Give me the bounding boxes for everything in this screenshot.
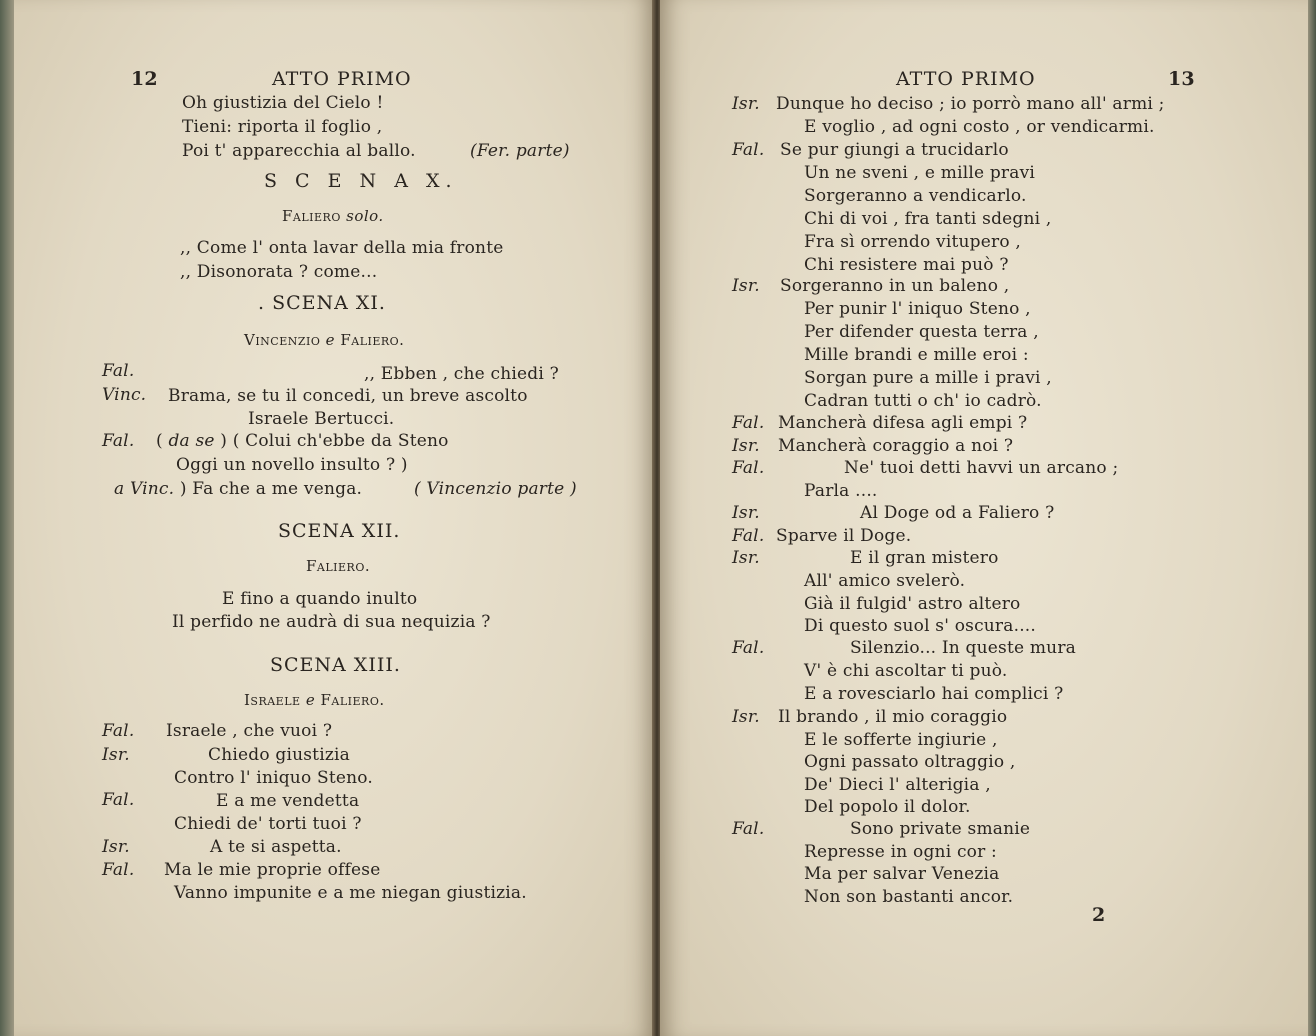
verse-line: E a rovesciarlo hai complici ? xyxy=(804,684,1064,704)
conjunction: e xyxy=(325,331,336,349)
scene-characters xyxy=(244,330,404,350)
speaker-label: Fal. xyxy=(102,431,135,451)
verse-line: Sorgan pure a mille i pravi , xyxy=(804,368,1052,388)
verse-line: ,, Ebben , che chiedi ? xyxy=(364,364,559,384)
left-page xyxy=(14,0,654,1036)
verse-line: Al Doge od a Faliero ? xyxy=(860,503,1055,523)
character-name: Israele xyxy=(244,691,301,709)
verse-line: ,, Come l' onta lavar della mia fronte xyxy=(180,238,504,258)
verse-line xyxy=(156,431,449,451)
stage-direction: (Fer. parte) xyxy=(470,141,570,161)
stage-direction: a Vinc. xyxy=(114,479,175,499)
speaker-label: Fal. xyxy=(732,413,765,433)
verse-line: Parla .... xyxy=(804,481,878,501)
speaker-label: Fal. xyxy=(102,361,135,381)
verse-line: Fra sì orrendo vitupero , xyxy=(804,232,1021,252)
character-note: solo. xyxy=(346,207,384,225)
verse-line: Poi t' apparecchia al ballo. xyxy=(182,141,416,161)
signature-mark: 2 xyxy=(1092,904,1106,926)
verse-line: Contro l' iniquo Steno. xyxy=(174,768,374,788)
speaker-label: Fal. xyxy=(102,790,135,810)
speaker-label: Vinc. xyxy=(102,385,147,405)
scene-heading: . SCENA XI. xyxy=(258,292,386,314)
verse-line: Un ne sveni , e mille pravi xyxy=(804,163,1036,183)
verse-line: Sparve il Doge. xyxy=(776,526,912,546)
verse-line: Brama, se tu il concedi, un breve ascolto xyxy=(168,386,528,406)
character-name: Faliero xyxy=(282,207,341,225)
verse-line: Il perfido ne audrà di sua nequizia ? xyxy=(172,612,491,632)
scene-characters xyxy=(282,206,384,226)
verse-line: E voglio , ad ogni costo , or vendicarmi. xyxy=(804,117,1155,137)
verse-line: Chiedo giustizia xyxy=(208,745,350,765)
verse-line: E a me vendetta xyxy=(216,791,360,811)
speaker-label: Fal. xyxy=(102,721,135,741)
verse-line: Dunque ho deciso ; io porrò mano all' armi ; xyxy=(776,94,1165,114)
running-header: ATTO PRIMO xyxy=(272,68,412,90)
speaker-label: Fal. xyxy=(732,526,765,546)
verse-line: Se pur giungi a trucidarlo xyxy=(780,140,1009,160)
verse-line: Per difender questa terra , xyxy=(804,322,1039,342)
verse-line: Sono private smanie xyxy=(850,819,1031,839)
paren: ( xyxy=(156,431,163,451)
verse-line: Chi resistere mai può ? xyxy=(804,255,1009,275)
verse-line: Oh giustizia del Cielo ! xyxy=(182,93,384,113)
scene-characters xyxy=(244,690,385,710)
verse-line: Vanno impunite e a me niegan giustizia. xyxy=(174,883,527,903)
running-header: ATTO PRIMO xyxy=(896,68,1036,90)
speaker-label: Isr. xyxy=(102,745,130,765)
verse-line: Mancherà difesa agli empi ? xyxy=(778,413,1028,433)
verse-line: Ma le mie proprie offese xyxy=(164,860,381,880)
verse-line: Cadran tutti o ch' io cadrò. xyxy=(804,391,1042,411)
conjunction: e xyxy=(305,691,316,709)
verse-line: E il gran mistero xyxy=(850,548,999,568)
scene-heading: S C E N A X. xyxy=(264,170,458,192)
page-number: 13 xyxy=(1168,68,1195,90)
verse-line: Ogni passato oltraggio , xyxy=(804,752,1016,772)
verse-line: Già il fulgid' astro altero xyxy=(804,594,1021,614)
verse-line: Chiedi de' torti tuoi ? xyxy=(174,814,362,834)
verse-line: Israele Bertucci. xyxy=(248,409,395,429)
verse-line: A te si aspetta. xyxy=(210,837,342,857)
speaker-label: Isr. xyxy=(732,707,760,727)
verse-line: All' amico svelerò. xyxy=(804,571,966,591)
speaker-label: Isr. xyxy=(732,436,760,456)
speaker-label: Isr. xyxy=(732,503,760,523)
right-page xyxy=(660,0,1308,1036)
verse-line: E fino a quando inulto xyxy=(222,589,418,609)
verse-line: Di questo suol s' oscura.... xyxy=(804,616,1037,636)
speaker-label: Fal. xyxy=(732,819,765,839)
character-name: Faliero. xyxy=(320,691,385,709)
verse-line xyxy=(114,479,362,499)
speaker-label: Isr. xyxy=(732,94,760,114)
verse-text: ) ( Colui ch'ebbe da Steno xyxy=(220,431,449,451)
verse-line: Mancherà coraggio a noi ? xyxy=(778,436,1014,456)
verse-line: Oggi un novello insulto ? ) xyxy=(176,455,408,475)
verse-line: Del popolo il dolor. xyxy=(804,797,971,817)
verse-line: E le sofferte ingiurie , xyxy=(804,730,998,750)
character-name: Faliero. xyxy=(340,331,405,349)
verse-line: Il brando , il mio coraggio xyxy=(778,707,1008,727)
verse-line: Non son bastanti ancor. xyxy=(804,887,1014,907)
verse-line: De' Dieci l' alterigia , xyxy=(804,775,991,795)
verse-line: Ma per salvar Venezia xyxy=(804,864,1000,884)
verse-line: Tieni: riporta il foglio , xyxy=(182,117,383,137)
verse-line: Silenzio... In queste mura xyxy=(850,638,1076,658)
speaker-label: Fal. xyxy=(732,140,765,160)
verse-line: Ne' tuoi detti havvi un arcano ; xyxy=(844,458,1119,478)
verse-line: Chi di voi , fra tanti sdegni , xyxy=(804,209,1052,229)
verse-line: V' è chi ascoltar ti può. xyxy=(804,661,1008,681)
verse-line: Represse in ogni cor : xyxy=(804,842,997,862)
speaker-label: Fal. xyxy=(732,638,765,658)
verse-line: ,, Disonorata ? come... xyxy=(180,262,378,282)
stage-direction: da se xyxy=(168,431,215,451)
stage-direction: ( Vincenzio parte ) xyxy=(414,479,577,499)
verse-line: Sorgeranno in un baleno , xyxy=(780,276,1010,296)
speaker-label: Fal. xyxy=(102,860,135,880)
verse-line: Per punir l' iniquo Steno , xyxy=(804,299,1031,319)
speaker-label: Isr. xyxy=(732,276,760,296)
verse-text: ) Fa che a me venga. xyxy=(179,479,363,499)
scene-heading: SCENA XIII. xyxy=(270,654,401,676)
speaker-label: Isr. xyxy=(102,837,130,857)
verse-line: Israele , che vuoi ? xyxy=(166,721,333,741)
verse-line: Mille brandi e mille eroi : xyxy=(804,345,1029,365)
scene-heading: SCENA XII. xyxy=(278,520,401,542)
speaker-label: Isr. xyxy=(732,548,760,568)
character-name: Vincenzio xyxy=(244,331,321,349)
page-number: 12 xyxy=(131,68,158,90)
scene-characters: Faliero. xyxy=(306,557,371,575)
speaker-label: Fal. xyxy=(732,458,765,478)
verse-line: Sorgeranno a vendicarlo. xyxy=(804,186,1027,206)
